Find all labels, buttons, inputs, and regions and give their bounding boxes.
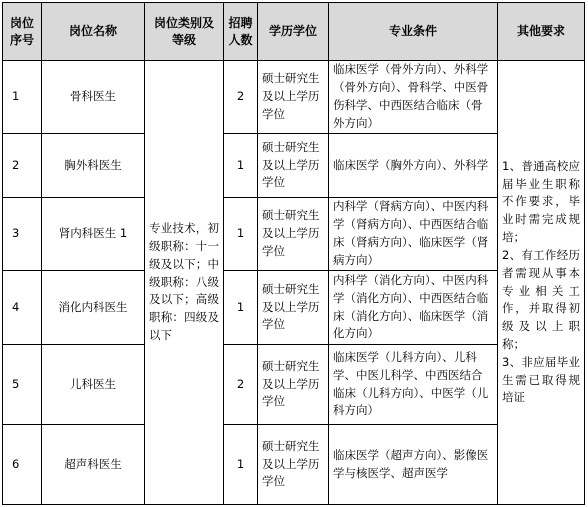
header-count: 招聘 人数 [224, 3, 258, 61]
cell-category: 专业技术，初级职称：十一级及以下；中级职称：八级及以下；高级职称：四级及以下 [145, 61, 224, 505]
cell-major: 临床医学（超声方向）、影像医学与核医学、超声医学 [329, 425, 498, 505]
cell-count: 1 [224, 134, 258, 198]
header-other: 其他要求 [498, 3, 585, 61]
recruitment-table [2, 2, 585, 505]
cell-name: 肾内科医生 1 [42, 198, 145, 271]
cell-seq: 2 [3, 134, 42, 198]
cell-other: 1、普通高校应届毕业生职称不作要求，毕业时需完成规培； 2、有工作经历者需现从事本专业相关工作，并取得初级及以上职称； 3、非应届毕业生需已取得规培证 [498, 61, 585, 505]
cell-seq: 5 [3, 345, 42, 425]
table-row [3, 345, 585, 425]
cell-seq: 1 [3, 61, 42, 134]
cell-education: 硕士研究生及以上学历学位 [258, 345, 329, 425]
header-education: 学历学位 [258, 3, 329, 61]
cell-major: 临床医学（儿科方向）、儿科学、中医儿科学、中西医结合临床（儿科方向）、中医学（儿科方向） [329, 345, 498, 425]
cell-count: 2 [224, 345, 258, 425]
cell-major: 临床医学（骨外方向）、外科学（骨外方向）、骨科学、中医骨伤科学、中西医结合临床（骨外方向） [329, 61, 498, 134]
cell-major: 内科学（消化方向）、中医内科学（消化方向）、中西医结合临床（消化方向）、临床医学（消化方向） [329, 271, 498, 345]
table-row [3, 198, 585, 271]
cell-name: 胸外科医生 [42, 134, 145, 198]
cell-education: 硕士研究生及以上学历学位 [258, 271, 329, 345]
cell-name: 儿科医生 [42, 345, 145, 425]
header-major: 专业条件 [329, 3, 498, 61]
cell-name: 超声科医生 [42, 425, 145, 505]
table-row [3, 134, 585, 198]
cell-name: 骨科医生 [42, 61, 145, 134]
header-row [3, 3, 585, 61]
cell-education: 硕士研究生及以上学历学位 [258, 198, 329, 271]
cell-seq: 3 [3, 198, 42, 271]
cell-education: 硕士研究生及以上学历学位 [258, 134, 329, 198]
cell-major: 内科学（肾病方向）、中医内科学（肾病方向）、中西医结合临床（肾病方向）、临床医学（肾病方向） [329, 198, 498, 271]
header-seq: 岗位 序号 [3, 3, 42, 61]
cell-education: 硕士研究生及以上学历学位 [258, 61, 329, 134]
table-row [3, 425, 585, 505]
cell-count: 1 [224, 271, 258, 345]
cell-seq: 6 [3, 425, 42, 505]
cell-count: 2 [224, 61, 258, 134]
header-name: 岗位名称 [42, 3, 145, 61]
cell-count: 1 [224, 425, 258, 505]
cell-name: 消化内科医生 [42, 271, 145, 345]
table-row [3, 61, 585, 134]
header-category: 岗位类别及 等级 [145, 3, 224, 61]
table-row [3, 271, 585, 345]
cell-seq: 4 [3, 271, 42, 345]
cell-major: 临床医学（胸外方向）、外科学 [329, 134, 498, 198]
cell-education: 硕士研究生及以上学历学位 [258, 425, 329, 505]
cell-count: 1 [224, 198, 258, 271]
